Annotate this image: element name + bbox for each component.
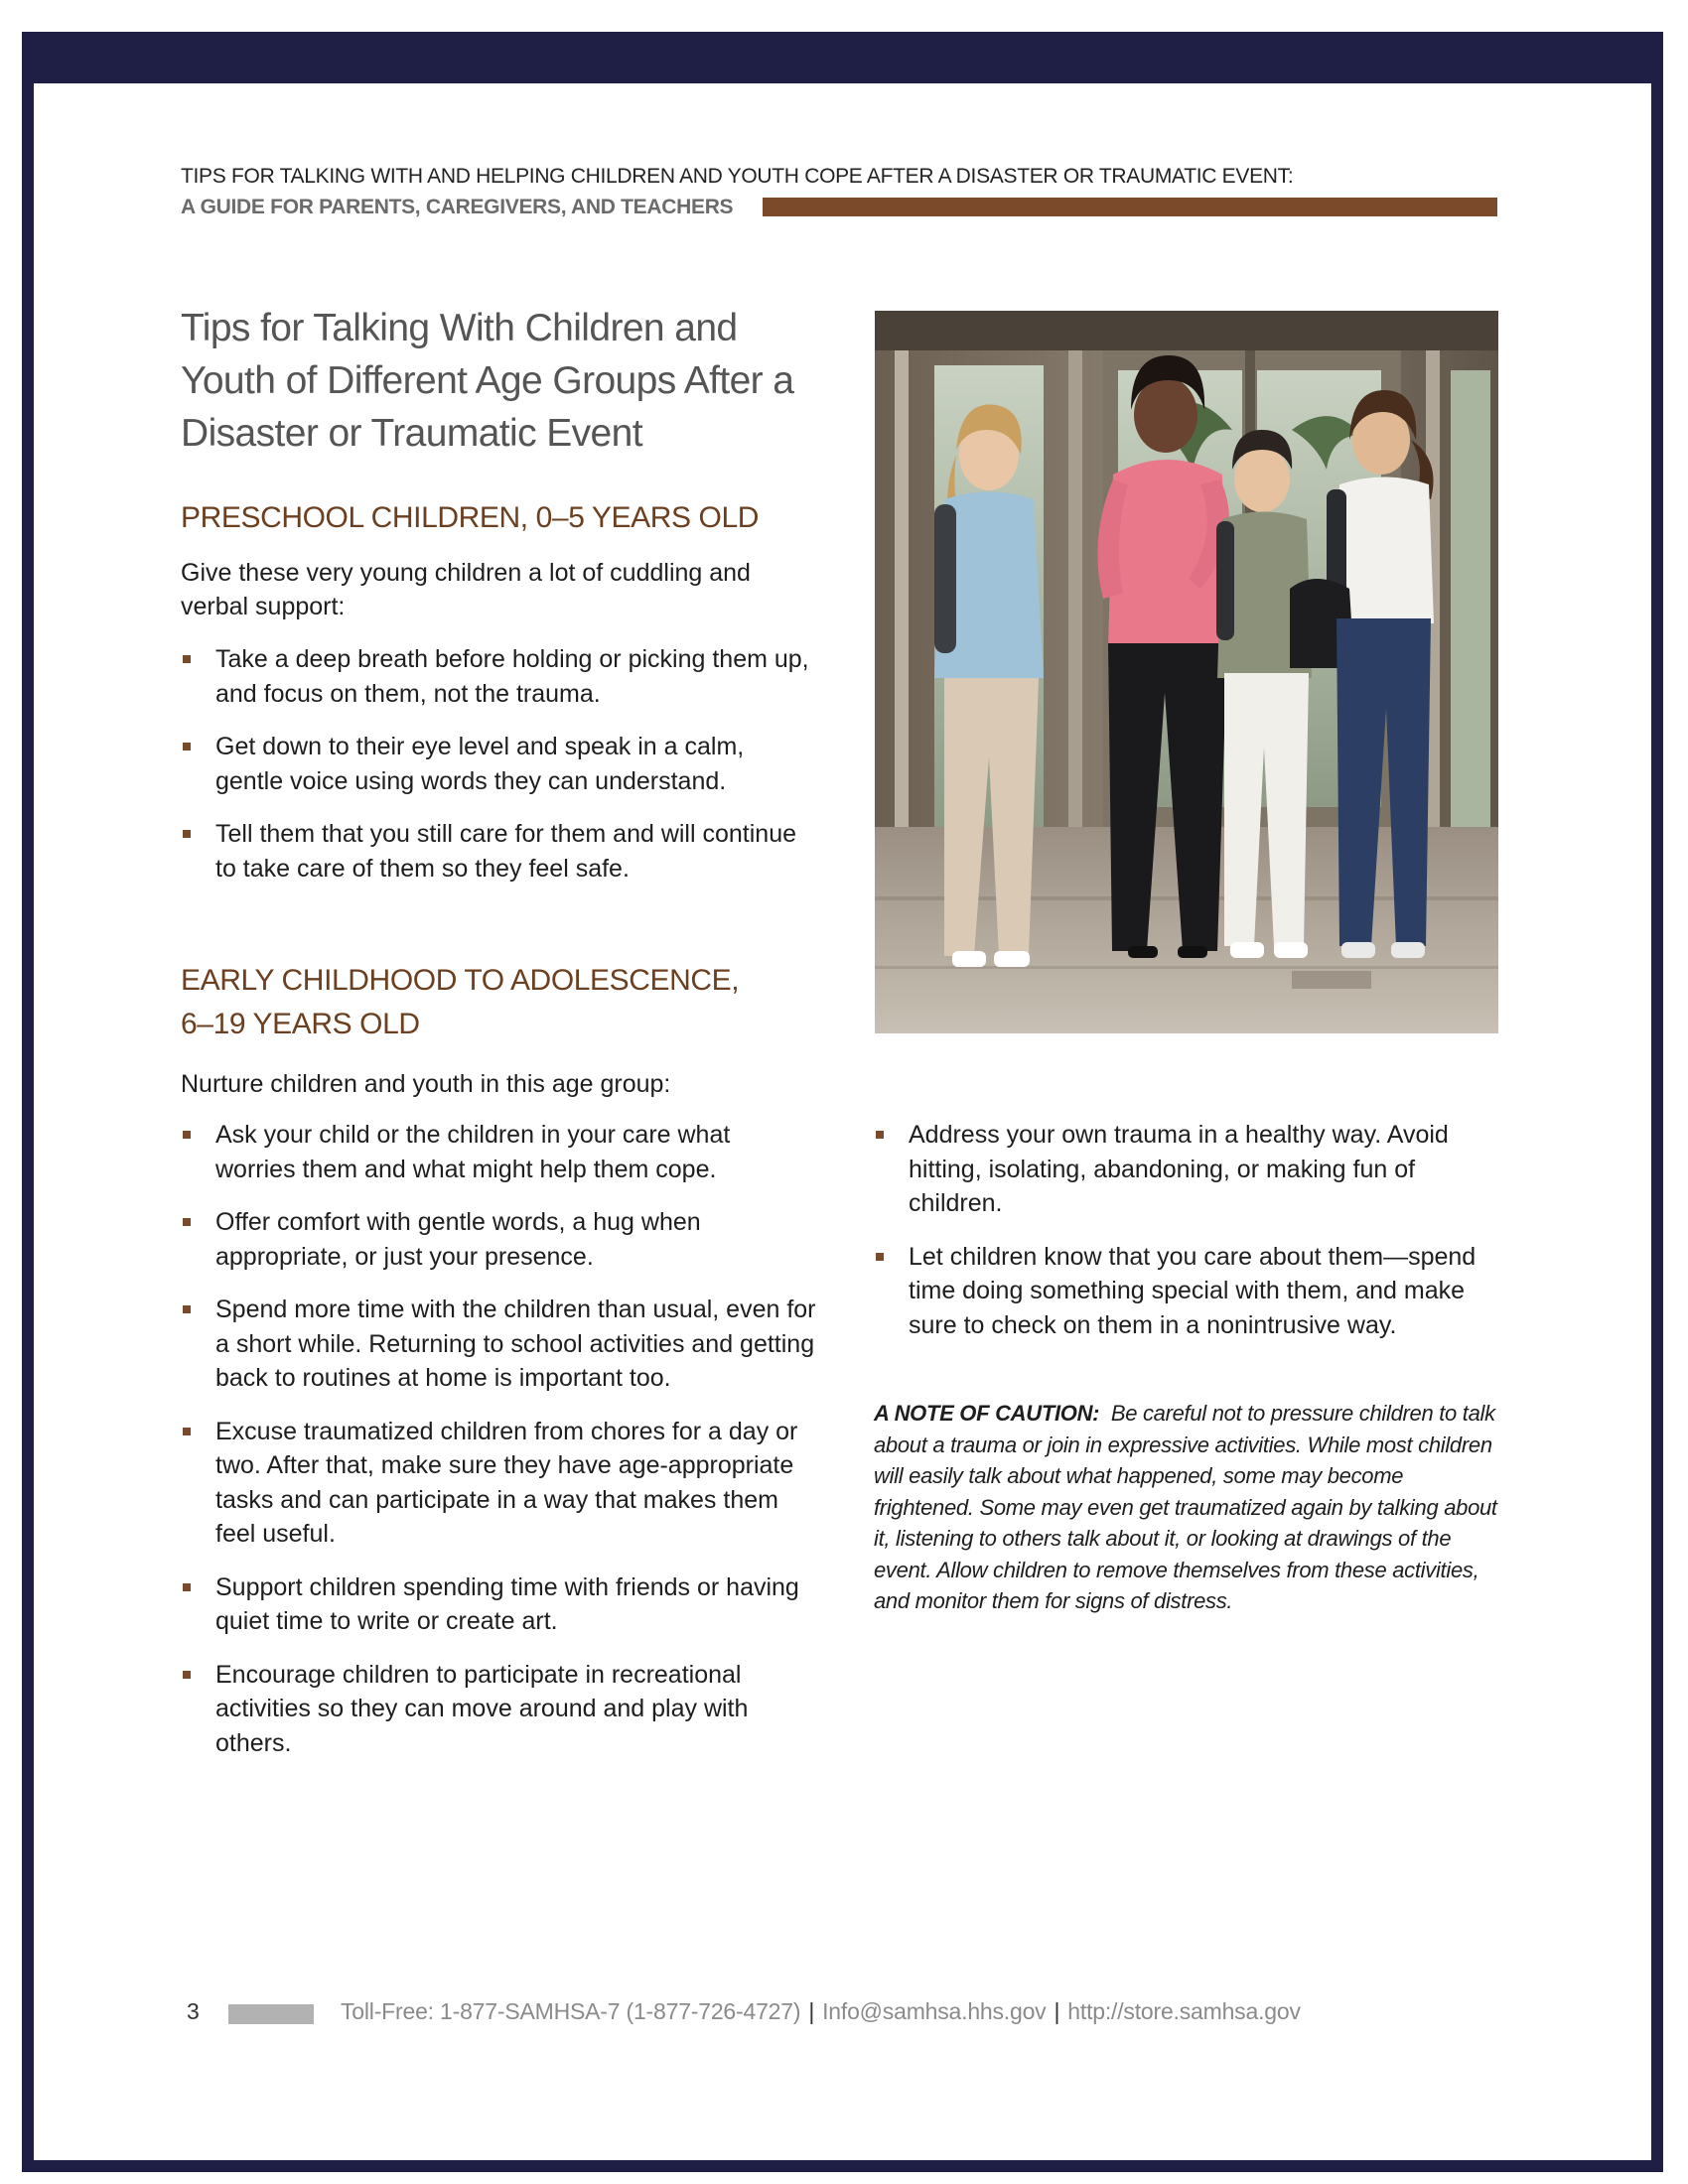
list-item-text: Take a deep breath before holding or picking them up, and focus on them, not the trauma. [215, 645, 809, 708]
square-bullet-icon [183, 1428, 191, 1435]
list-item-text: Ask your child or the children in your care what worries them and what might help them cope. [215, 1121, 731, 1183]
page-frame-left [22, 32, 34, 2172]
list-item [874, 1240, 1499, 1343]
list-item [181, 1118, 816, 1186]
list-item [181, 1293, 816, 1396]
square-bullet-icon [183, 655, 191, 663]
list-item [181, 1415, 816, 1552]
square-bullet-icon [183, 1305, 191, 1313]
list-item-text: Excuse traumatized children from chores for a day or two. After that, make sure they have age-appropriate tasks and can participate in a way that makes them feel useful. [215, 1417, 798, 1548]
list-item [181, 642, 816, 711]
page-number: 3 [187, 1998, 200, 2024]
square-bullet-icon [183, 1131, 191, 1139]
square-bullet-icon [183, 1583, 191, 1591]
header-title: TIPS FOR TALKING WITH AND HELPING CHILDREN AND YOUTH COPE AFTER A DISASTER OR TRAUMATIC EVENT: [181, 165, 1294, 188]
square-bullet-icon [183, 1671, 191, 1679]
list-item [181, 817, 816, 886]
square-bullet-icon [183, 830, 191, 838]
page-title: Tips for Talking With Children and Youth of Different Age Groups After a Disaster or Traumatic Event [181, 307, 794, 455]
list-item [181, 1205, 816, 1274]
caution-note [874, 1398, 1497, 1617]
footer-separator: | [808, 1998, 815, 2024]
caution-lead: A NOTE OF CAUTION: [874, 1401, 1100, 1426]
header-accent-bar [763, 198, 1497, 216]
section-heading-line: EARLY CHILDHOOD TO ADOLESCENCE, [181, 964, 740, 997]
footer-contact [341, 1998, 1301, 2025]
page-frame-right [1651, 32, 1663, 2172]
list-item [181, 1658, 816, 1761]
section-intro-early-childhood: Nurture children and youth in this age group: [181, 1070, 671, 1098]
list-item-text: Encourage children to participate in recreational activities so they can move around and play with others. [215, 1660, 749, 1757]
list-item [181, 1570, 816, 1639]
section-heading-early-childhood [181, 959, 816, 1046]
square-bullet-icon [183, 1218, 191, 1226]
list-item-text: Spend more time with the children than usual, even for a short while. Returning to school activities and getting back to routines at home is important too. [215, 1296, 816, 1392]
bullet-list-preschool [181, 642, 816, 904]
square-bullet-icon [876, 1253, 884, 1261]
page-frame-top [22, 32, 1663, 83]
list-item-text: Address your own trauma in a healthy way. Avoid hitting, isolating, abandoning, or making fun of children. [909, 1121, 1449, 1217]
bullet-list-early-childhood-right [874, 1118, 1499, 1361]
footer-tollfree: Toll-Free: 1-877-SAMHSA-7 (1-877-726-4727) [341, 1998, 801, 2024]
caution-text: Be careful not to pressure children to talk about a trauma or join in expressive activities. While most children will easily talk about what happened, some may become frightened. Some may even get traumatized again by talking about it, listening to others talk about it, or looking at drawings of the event. Allow children to remove themselves from these activities, and monitor them for signs of distress. [874, 1401, 1497, 1613]
section-intro-preschool: Give these very young children a lot of cuddling and verbal support: [181, 559, 751, 620]
list-item-text: Let children know that you care about them—spend time doing something special with them, and make sure to check on them in a nonintrusive way. [909, 1242, 1477, 1339]
list-item-text: Support children spending time with friends or having quiet time to write or create art. [215, 1572, 799, 1635]
square-bullet-icon [183, 743, 191, 751]
page-frame-bottom [22, 2160, 1663, 2172]
footer-url-link[interactable]: http://store.samhsa.gov [1067, 1998, 1301, 2024]
list-item [181, 730, 816, 798]
list-item [874, 1118, 1499, 1221]
footer-separator: | [1054, 1998, 1060, 2024]
section-heading-preschool: PRESCHOOL CHILDREN, 0–5 YEARS OLD [181, 501, 759, 534]
footer-accent-bar [228, 2004, 314, 2024]
section-heading-line: 6–19 YEARS OLD [181, 1008, 420, 1040]
square-bullet-icon [876, 1131, 884, 1139]
bullet-list-early-childhood-left [181, 1118, 816, 1779]
list-item-text: Offer comfort with gentle words, a hug when appropriate, or just your presence. [215, 1208, 701, 1271]
footer-email-link[interactable]: Info@samhsa.hhs.gov [822, 1998, 1047, 2024]
list-item-text: Get down to their eye level and speak in a calm, gentle voice using words they can understand. [215, 733, 745, 795]
header-subtitle: A GUIDE FOR PARENTS, CAREGIVERS, AND TEACHERS [181, 196, 734, 218]
list-item-text: Tell them that you still care for them and will continue to take care of them so they feel safe. [215, 820, 796, 883]
photo-teacher-with-students [875, 311, 1498, 1033]
